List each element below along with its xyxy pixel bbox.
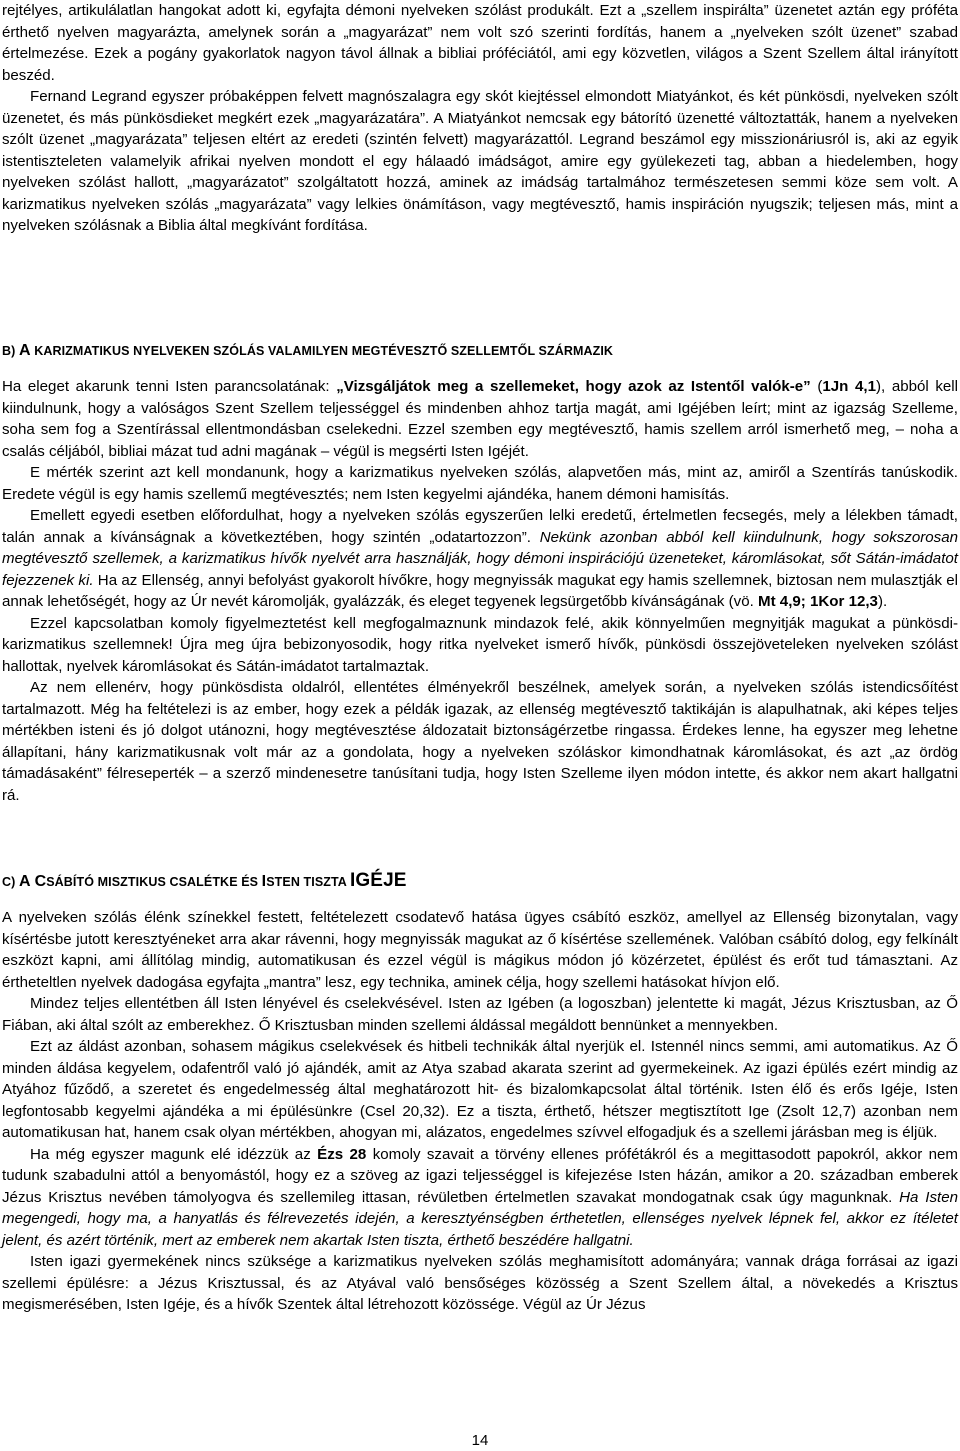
- italic-text: Nekünk azonban abból kell kiindulnunk, hogy sokszorosan megtévesztő szellemek, a karizmatikus hívők nyelvét arra használják, hogy démoni inspirációjú üzeneteket, káromlásokat, sőt Sátán-imádatot fejezzenek ki.: [2, 528, 958, 589]
- paragraph: Isten igazi gyermekének nincs szüksége a karizmatikus nyelveken szólás meghamisított adományára; vannak drága forrásai az igazi szellemi épülésre: a Jézus Krisztussal, és az Atyával való bensőséges közösség a Szent Szellem által, a növekedés a Krisztus megismerésében, Isten Igéje, és a hívők Szentek által létrehozott közössége. Végül az Úr Jézus: [2, 1253, 958, 1313]
- heading-letter: B): [2, 344, 16, 358]
- paragraph: [0, 1144, 960, 1252]
- text-run: (: [810, 378, 823, 395]
- page-number: 14: [471, 1432, 489, 1449]
- paragraph: [0, 505, 960, 613]
- paragraph: A nyelveken szólás élénk színekkel festett, feltételezett csodatevő hatása ügyes csábító eszköz, amellyel az Ellenség bizonytalan, vagy kísértésbe jutott keresztyéneket arra akar rávenni, hogy megnyissák magukat az ő kísértése szellemének. Valóban csábító dolog, egy felkínált eszközt kapni, ami állítólag mindig, automatikusan és ezzel végül is mágikus módon jó közérzetet, épülést és erőt tud támasztani. Az értheteltlen nyelvek dadogása egyfajta „mantra” lesz, egy technika, aminek célja, hogy szellemi hatásokat hívjon elő.: [2, 909, 958, 991]
- text-run: Ha eleget akarunk tenni Isten parancsolatának:: [2, 378, 337, 395]
- section-heading: [0, 870, 960, 893]
- paragraph: rejtélyes, artikulálatlan hangokat adott ki, egyfajta démoni nyelveken szólást produkált. Ezt a „szellem inspirálta” üzenetet aztán egy próféta érthető nyelven magyarázta, amelynek során a „magyarázat” nem volt szó szerinti fordítás, hanem a „nyelveken szólt üzenet” szabad értelmezése. Ezek a pogány gyakorlatok nagyon távol állnak a bibliai próféciától, ami egy közvetlen, világos a Szent Szellem által irányított beszéd.: [2, 2, 958, 84]
- section-heading: [0, 340, 960, 362]
- paragraph: [0, 376, 960, 462]
- bold-quote: „Vizsgáljátok meg a szellemeket, hogy azok az Istentől valók-e”: [336, 378, 811, 395]
- paragraph: Ezzel kapcsolatban komoly figyelmeztetést kell megfogalmaznunk mindazok felé, akik könnyelműen megnyitják magukat a pünkösdi-karizmatikus szellemnek! Újra meg újra bebizonyosodik, hogy ritka nyelveket ismerő hívők, pünkösdi összejöveteleken nyelveken szólást hallottak, nyelvek káromlásokat és Sátán-imádatot tartalmaztak.: [2, 614, 958, 675]
- section-c: [0, 870, 960, 1316]
- paragraph: Az nem ellenérv, hogy pünkösdista oldalról, ellentétes élményekről beszélnek, amelyek során, a nyelveken szólás istendicsőítést tartalmazott. Még ha feltételezi is az ember, hogy ezek a példák igazak, az ellenség megtévesztő taktikáján is alapulhatnak, aki képes teljes mértékben isteni és jó dolgot utánozni, hogy megtévesztése áldozatait biztonságérzetbe ringassa. Érdekes lenne, ha egyszer meg lehetne állapítani, hány karizmatikusnak volt már az a gondolata, hogy a nyelveken szóláskor kimondhatnak káromlásokat, és azt „az ördög támadásaként” félreseperték – a szerző mindenesetre tanúsítani tudja, hogy Isten Szelleme ilyen módon intette, és akkor nem akart hallgatni rá.: [2, 679, 958, 804]
- section-b: [0, 340, 960, 806]
- heading-big-word: IGÉJE: [350, 870, 407, 891]
- text-run: Ha még egyszer magunk elé idézzük az: [30, 1145, 318, 1163]
- heading-text: KARIZMATIKUS NYELVEKEN SZÓLÁS VALAMILYEN MEGTÉVESZTŐ SZELLEMTŐL SZÁRMAZIK: [30, 344, 614, 358]
- text-run: Emellett egyedi esetben előfordulhat, hogy a nyelveken szólás egyszerűen lelki eredetű, értelmetlen fecsegés, mely a lélekben támadt, talán annak a kívánságnak a következtében, hogy szintén „odatartozzon”.: [2, 507, 958, 546]
- paragraph: E mérték szerint azt kell mondanunk, hogy a karizmatikus nyelveken szólás, alapvetően más, mint az, amiről a Szentírás tanúskodik. Eredete végül is egy hamis szellemű megtévesztés; nem Isten kegyelmi ajándéka, hanem démoni hamisítás.: [2, 464, 958, 503]
- paragraph: Ezt az áldást azonban, sohasem mágikus cselekvések és hitbeli technikák által nyerjük el. Istennél nincs semmi, ami automatikus. Az Ő minden áldása kegyelem, odafentről való jó ajándék, amit az Atya szabad akarata szerint ad gyermekeinek. Az igazi épülés ezért mindig az Atyához fűződő, a szeretet és engedelmesség által meghatározott hit- és bizalomkapcsolat által történik. Isten élő és erős Igéje, Isten legfontosabb kegyelmi ajándéka a mi épülésünkre (Csel 20,32). Ez a tiszta, érthető, hétszer megtisztított Ige (Zsolt 12,7) azonban nem automatikusan hat, hanem csak olyan mértékben, ahogyan mi, alázatos, engedelmes szívvel elfogadjuk és a szellemi járásban meg is éljük.: [2, 1038, 958, 1141]
- heading-initial: I: [261, 873, 267, 890]
- paragraph: Fernand Legrand egyszer próbaképpen felvett magnószalagra egy skót kiejtéssel elmondott Miatyánkot, és két pünkösdi, nyelveken szólt üzenetet, és más pünkösdieket megkért ezek „magyarázatára”. A Miatyánkot nemcsak egy bátorító üzenetté változtatták, hanem a nyelveken szólt üzenet „magyarázata” teljesen eltért az eredeti (szintén felvett) magyarázattól. Legrand beszámol egy misszionáriusról is, aki az egyik istentiszteleten valamelyik afrikai nyelven mondott el egy hálaadó imádságot, amire egy gyülekezeti tag, abban a hiedelemben, hogy nyelveken szólást hallott, „magyarázatot” szolgáltatott hozzá, aminek az imádság tartalmához természetesen semmi köze sem volt. A karizmatikus nyelveken szólás „magyarázata” vagy lelkies önámításon, vagy megtévesztő, hamis inspiráción nyugszik; teljesen más, mint a nyelveken szólásnak a Biblia által megkívánt fordítása.: [2, 88, 958, 234]
- italic-text: Ha Isten megengedi, hogy ma, a hanyatlás és félrevezetés idején, a keresztyénségben érthetetlen, ellenséges nyelvek lépnek fel, akkor ez ítéletet jelent, és azért történik, mert az emberek nem akartak Isten tiszta, érthető beszédére hallgatni.: [2, 1188, 958, 1249]
- heading-initial: A: [18, 342, 31, 359]
- intro-block: [0, 0, 960, 237]
- heading-initial: C: [30, 873, 47, 890]
- text-run: komoly szavait a törvény ellenes prófétákról és a megittasodott papokról, akkor nem tudunk szabadulni attól a benyomástól, hogy ez a szöveg az igazi teljességgel is kifejezése Isten házán, amikor a 20. században emberek Jézus Krisztus nevében támolyogva és szellemileg ittasan, révületben értelmetlen szavakat mondogatnak csak úgy magunknak.: [2, 1145, 958, 1206]
- paragraph: Mindez teljes ellentétben áll Isten lényével és cselekvésével. Isten az Igében (a logoszban) jelentette ki magát, Jézus Krisztusban, az Ő Fiában, aki által szólt az emberekhez. Ő Krisztusban minden szellemi áldással megáldott bennünket a mennyekben.: [2, 995, 958, 1034]
- heading-text: SÁBÍTÓ MISZTIKUS CSALÉTKE ÉS: [46, 875, 262, 889]
- text-run: ).: [877, 593, 888, 610]
- bible-reference: Mt 4,9; 1Kor 12,3: [758, 593, 878, 610]
- text-run: Ha az Ellenség, annyi befolyást gyakorolt hívőkre, hogy megnyissák magukat egy hamis szellemnek, biztosan nem mulasztják el annak lehetőségét, hogy az Úr nevét káromolják, gyalázzák, és eleget tegyenek legsürgetőbb kívánságának (vö.: [2, 571, 959, 610]
- heading-text: STEN TISZTA: [266, 875, 351, 889]
- heading-initial: A: [18, 873, 31, 890]
- bible-reference: Ézs 28: [317, 1145, 367, 1163]
- text-run: ), abból kell kiindulnunk, hogy a valóságos Szent Szellem teljességgel és mindenben ahhoz tartja magát, ami Igéjében leírt; mint az igazság Szelleme, soha sem fog a Szentírással ellentmondásban cselekedni. Ezzel szemben egy megtévesztő, hamis szellem arról ismerhető meg, – noha a csalás céljából, bibliai mázat tud adni magának – végül is megsérti Isten Igéjét.: [2, 378, 959, 460]
- heading-letter: C): [2, 875, 16, 889]
- bible-reference: 1Jn 4,1: [822, 378, 876, 395]
